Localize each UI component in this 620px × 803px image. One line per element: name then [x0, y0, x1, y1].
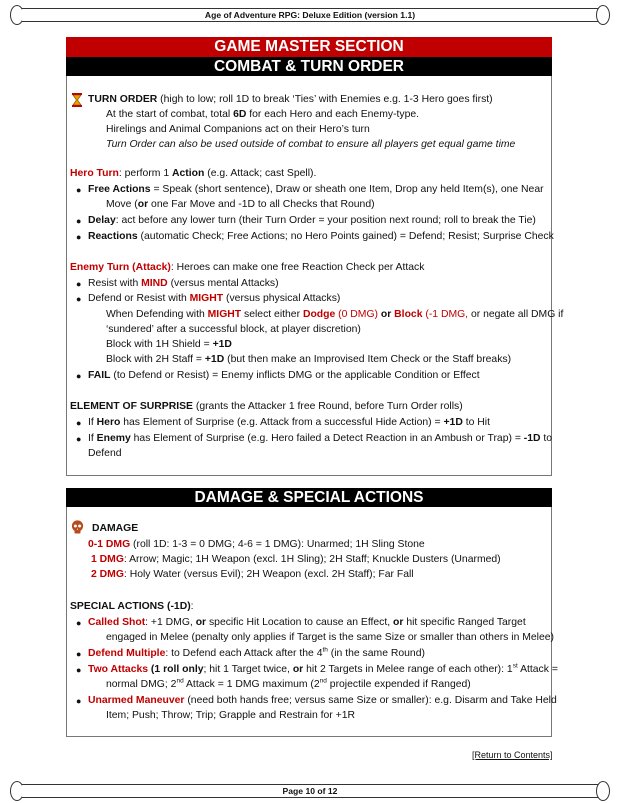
- text: = Speak (short sentence), Draw or sheath one Item, Drop any held Item(s), one Near: [150, 184, 544, 195]
- text: (to Defend or Resist) = Enemy inflicts DMG or the applicable Condition or Effect: [110, 370, 480, 381]
- dodge-block-line: [106, 308, 563, 322]
- text: has Element of Surprise (e.g. Attack from a successful Hide Action) =: [120, 417, 444, 428]
- damage-special-banner: DAMAGE & SPECIAL ACTIONS: [66, 488, 552, 507]
- text-bold: 6D: [233, 109, 247, 120]
- text: for each Hero and each Enemy-type.: [246, 109, 420, 120]
- return-to-contents-link[interactable]: [Return to Contents]: [472, 750, 553, 760]
- text: select either: [241, 309, 303, 320]
- text: : to Defend each Attack after the 4: [165, 648, 323, 659]
- text: : perform 1: [118, 168, 173, 179]
- bullet: ●: [76, 185, 82, 195]
- turn-order-heading: TURN ORDER: [88, 94, 158, 105]
- text-bold: +1D: [443, 417, 463, 428]
- text-bold: -1D: [523, 433, 541, 444]
- text-red: (-1 DMG,: [422, 309, 471, 320]
- text: specific Hit Location to cause an Effect,: [206, 617, 394, 628]
- hero-surprise-line: [88, 416, 490, 430]
- combat-turn-order-banner: COMBAT & TURN ORDER: [66, 57, 552, 76]
- hero-turn-heading: [70, 167, 316, 181]
- two-attacks-line-2: [106, 678, 471, 692]
- text: Move (: [106, 199, 138, 210]
- text-bold: +1D: [204, 354, 225, 365]
- special-actions-heading: [70, 600, 194, 614]
- skull-icon: [71, 520, 84, 534]
- text-bold: or: [380, 309, 392, 320]
- enemy-surprise-line: [88, 432, 552, 446]
- dmg-2-line: [91, 568, 414, 582]
- text-red: 0-1 DMG: [88, 539, 131, 550]
- hourglass-icon: [72, 93, 82, 107]
- text: Resist with: [88, 278, 142, 289]
- text: (need both hands free; versus same Size or smaller): e.g. Disarm and Take Held: [184, 695, 557, 706]
- text: ; hit 1 Target twice,: [203, 664, 293, 675]
- sup: nd: [319, 677, 327, 685]
- dmg-1-line: [91, 553, 501, 567]
- defend-might-line: [88, 292, 340, 306]
- sup: nd: [176, 677, 184, 685]
- text: projectile expended if Ranged): [326, 679, 471, 690]
- text-red: Unarmed Maneuver: [88, 695, 185, 706]
- text: If: [88, 417, 97, 428]
- text-red: Called Shot: [88, 617, 146, 628]
- text: Attack = 1 DMG maximum (2: [183, 679, 320, 690]
- free-actions-line-2: [106, 198, 375, 212]
- called-shot-line-2: engaged in Melee (penalty only applies if Target is the same Size or smaller than others in Melee): [106, 632, 554, 643]
- bullet: ●: [76, 232, 82, 242]
- text: normal DMG; 2: [106, 679, 177, 690]
- text: If: [88, 433, 97, 444]
- block-staff-line: [106, 353, 511, 367]
- sundered-line: ‘sundered’ after a successful block, at player discretion): [106, 324, 361, 335]
- text-red: Enemy Turn (Attack): [70, 262, 171, 273]
- turn-order-start-line: [106, 108, 419, 122]
- bullet: ●: [76, 434, 82, 444]
- text: At the start of combat, total: [106, 109, 234, 120]
- bullet: ●: [76, 618, 82, 628]
- bullet: ●: [76, 418, 82, 428]
- text: : Holy Water (versus Evil); 2H Weapon (excl. 2H Staff); Far Fall: [123, 569, 414, 580]
- text-bold: SPECIAL ACTIONS (-1D): [70, 601, 191, 612]
- text: one Far Move and -1D to all Checks that Round): [148, 199, 375, 210]
- text: hit specific Ranged Target: [403, 617, 526, 628]
- text-bold: Enemy: [96, 433, 131, 444]
- text-red: (0 DMG): [335, 309, 381, 320]
- delay-line: [88, 214, 536, 228]
- page-number: Page 10 of 12: [22, 784, 598, 798]
- text: (versus mental Attacks): [167, 278, 279, 289]
- reactions-line: [88, 230, 554, 244]
- text: to Hit: [462, 417, 490, 428]
- bullet: ●: [76, 371, 82, 381]
- footer-scroll: [8, 780, 612, 802]
- block-shield-line: [106, 338, 232, 352]
- text-bold: ELEMENT OF SURPRISE: [70, 401, 193, 412]
- text: Defend or Resist with: [88, 293, 190, 304]
- turn-order-note: Turn Order can also be used outside of combat to ensure all players get equal game time: [106, 139, 516, 150]
- defend-multiple-line: [88, 647, 425, 661]
- unarmed-maneuver-line-2: Item; Push; Throw; Trip; Grapple and Restrain for +1R: [106, 710, 356, 721]
- text: :: [190, 601, 194, 612]
- hirelings-line: Hirelings and Animal Companions act on their Hero’s turn: [106, 124, 370, 135]
- text: When Defending with: [106, 309, 208, 320]
- text-bold: or: [393, 617, 404, 628]
- text-bold: or: [195, 617, 207, 628]
- enemy-turn-heading: [70, 261, 424, 275]
- turn-order-text: (high to low; roll 1D to break ‘Ties’ with Enemies e.g. 1-3 Hero goes first): [157, 94, 493, 105]
- text-red: Block: [394, 309, 423, 320]
- dmg-0-1-line: [88, 538, 425, 552]
- bullet: ●: [76, 216, 82, 226]
- document-title: Age of Adventure RPG: Deluxe Edition (version 1.1): [22, 8, 598, 22]
- header-scroll: [8, 4, 612, 26]
- text-bold: Delay: [88, 215, 116, 226]
- text: (versus physical Attacks): [223, 293, 341, 304]
- gm-section-banner: GAME MASTER SECTION: [66, 37, 552, 57]
- sup: st: [512, 662, 518, 670]
- scroll-curl-right: [596, 5, 610, 25]
- text-red: MIGHT: [189, 293, 224, 304]
- text: (in the same Round): [327, 648, 425, 659]
- text: : act before any lower turn (their Turn Order = your position next round; roll to break the Tie): [115, 215, 536, 226]
- text-red: Defend Multiple: [88, 648, 166, 659]
- text: : +1 DMG,: [145, 617, 196, 628]
- bullet: ●: [76, 649, 82, 659]
- text: Block with 2H Staff =: [106, 354, 205, 365]
- text: to: [540, 433, 553, 444]
- text-bold: FAIL: [88, 370, 111, 381]
- resist-mind-line: [88, 277, 279, 291]
- text-bold: Hero: [96, 417, 121, 428]
- text-bold: or: [292, 664, 304, 675]
- text: (roll 1D: 1-3 = 0 DMG; 4-6 = 1 DMG): Unarmed; 1H Sling Stone: [130, 539, 425, 550]
- free-actions-line: [88, 183, 544, 197]
- bullet: ●: [76, 294, 82, 304]
- text: (grants the Attacker 1 free Round, before Turn Order rolls): [192, 401, 463, 412]
- bullet: ●: [76, 279, 82, 289]
- text: or negate all DMG if: [470, 309, 564, 320]
- text-bold: or: [137, 199, 149, 210]
- text: has Element of Surprise (e.g. Hero failed a Detect Reaction in an Ambush or Trap) =: [130, 433, 524, 444]
- text-bold: (: [148, 664, 155, 675]
- text: : Heroes can make one free Reaction Check per Attack: [170, 262, 425, 273]
- text-red: 1 DMG: [91, 554, 124, 565]
- text-red: MIGHT: [207, 309, 242, 320]
- text: (but then make an Improvised Item Check or the Staff breaks): [224, 354, 512, 365]
- sup: th: [322, 646, 328, 654]
- two-attacks-line: [88, 663, 558, 677]
- text-bold: Reactions: [88, 231, 138, 242]
- text-bold: +1D: [212, 339, 232, 350]
- text-red: 2 DMG: [91, 569, 124, 580]
- text: : Arrow; Magic; 1H Weapon (excl. 1H Sling); 2H Staff; Knuckle Dusters (Unarmed): [123, 554, 501, 565]
- unarmed-maneuver-line: [88, 694, 557, 708]
- text-red: Two Attacks: [88, 664, 149, 675]
- fail-line: [88, 369, 480, 383]
- text: hit 2 Targets in Melee range of each other): 1: [303, 664, 513, 675]
- scroll-curl-right: [596, 781, 610, 801]
- text-red: Hero Turn: [70, 168, 119, 179]
- surprise-heading: [70, 400, 463, 414]
- text: (e.g. Attack; cast Spell).: [204, 168, 317, 179]
- bullet: ●: [76, 665, 82, 675]
- text-bold: Free Actions: [88, 184, 151, 195]
- enemy-surprise-line-2: Defend: [88, 448, 122, 459]
- text-red: MIND: [141, 278, 168, 289]
- text: Attack =: [517, 664, 558, 675]
- text: Block with 1H Shield =: [106, 339, 213, 350]
- called-shot-line: [88, 616, 526, 630]
- bullet: ●: [76, 696, 82, 706]
- text: (automatic Check; Free Actions; no Hero Points gained) = Defend; Resist; Surprise Check: [137, 231, 554, 242]
- text-red: Dodge: [302, 309, 336, 320]
- turn-order-line: [88, 93, 493, 107]
- text-bold: 1 roll only: [154, 664, 204, 675]
- damage-heading: DAMAGE: [92, 523, 139, 534]
- text-bold: Action: [172, 168, 205, 179]
